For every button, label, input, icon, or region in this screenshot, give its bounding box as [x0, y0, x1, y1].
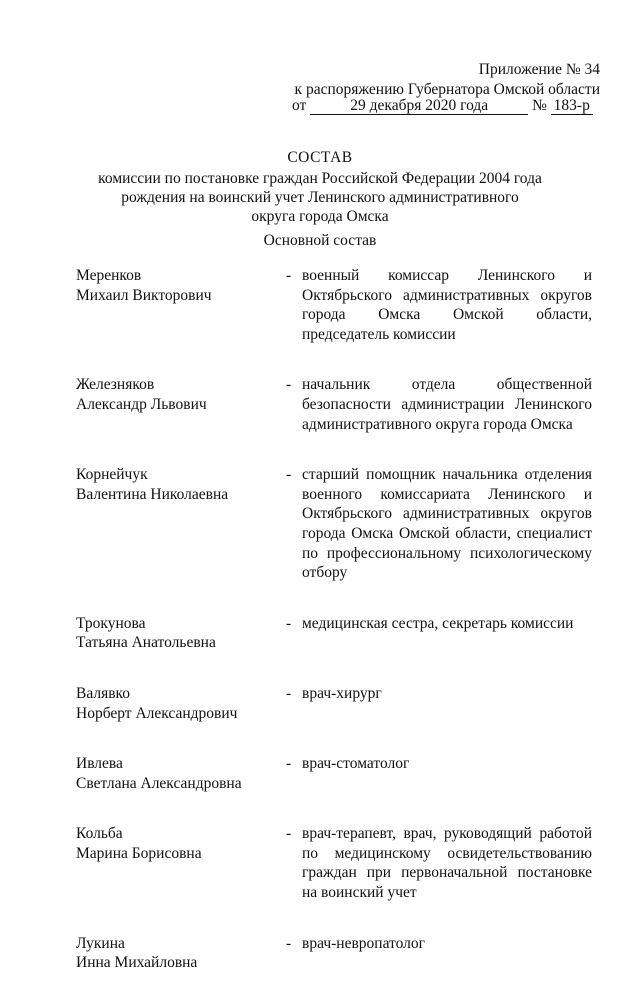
member-dash: -	[286, 614, 292, 632]
member-row	[76, 684, 600, 723]
member-row	[76, 465, 600, 583]
member-given-names: Александр Львович	[76, 395, 207, 413]
member-surname: Трокунова	[76, 614, 146, 632]
member-row	[76, 614, 600, 653]
member-dash: -	[286, 376, 292, 394]
member-row	[76, 266, 600, 344]
member-row	[76, 824, 600, 902]
order-number: 183-р	[551, 97, 593, 115]
member-given-names: Михаил Викторович	[76, 286, 212, 304]
member-dash: -	[286, 466, 292, 484]
member-name	[76, 824, 286, 902]
section-title: Основной состав	[263, 232, 377, 249]
member-name	[76, 266, 286, 344]
date-prefix: от	[292, 97, 307, 114]
member-position: врач-стоматолог	[302, 755, 410, 773]
member-name	[76, 465, 286, 583]
member-row	[76, 375, 600, 434]
member-position: врач-невропатолог	[302, 934, 426, 952]
appendix-number: Приложение № 34	[478, 61, 600, 78]
member-given-names: Инна Михайловна	[76, 954, 198, 972]
member-surname: Ивлева	[76, 755, 123, 773]
member-position: начальник отдела общественной безопасности администрации Ленинского административного округа города Омска	[302, 376, 592, 433]
number-prefix: №	[532, 97, 547, 114]
document-title: СОСТАВ	[287, 149, 353, 166]
members-list	[76, 266, 600, 1004]
member-row	[76, 754, 600, 793]
member-name	[76, 934, 286, 973]
member-surname: Кольба	[76, 825, 123, 843]
member-given-names: Валентина Николаевна	[76, 485, 229, 503]
member-position: медицинская сестра, секретарь комиссии	[302, 614, 574, 632]
member-surname: Железняков	[76, 376, 155, 394]
member-name	[76, 684, 286, 723]
member-given-names: Светлана Александровна	[76, 774, 242, 792]
member-position: врач-хирург	[302, 684, 382, 702]
member-surname: Корнейчук	[76, 466, 148, 484]
member-surname: Меренков	[76, 267, 142, 284]
member-dash: -	[286, 684, 292, 702]
member-given-names: Марина Борисовна	[76, 844, 202, 862]
title-line-3: округа города Омска	[251, 208, 389, 225]
member-surname: Лукина	[76, 934, 125, 952]
member-given-names: Татьяна Анатольевна	[76, 634, 216, 652]
member-dash: -	[286, 934, 292, 952]
member-given-names: Норберт Александрович	[76, 704, 238, 722]
appendix-header	[295, 60, 600, 100]
member-position: врач-терапевт, врач, руководящий работой по медицинскому освидетельствованию граждан при первоначальной постановке на воинский учет	[302, 825, 592, 902]
member-position: военный комиссар Ленинского и Октябрьского административных округов города Омска Омской области, председатель комиссии	[302, 267, 592, 343]
title-line-1: комиссии по постановке граждан Российской Федерации 2004 года	[98, 170, 542, 187]
member-name	[76, 375, 286, 434]
member-dash: -	[286, 755, 292, 773]
order-date: 29 декабря 2020 года	[310, 97, 528, 115]
member-name	[76, 754, 286, 793]
document-title-block	[0, 148, 640, 226]
order-date-line	[292, 96, 593, 116]
member-surname: Валявко	[76, 684, 131, 702]
title-line-2: рождения на воинский учет Ленинского административного	[121, 189, 519, 206]
member-dash: -	[286, 825, 292, 843]
member-dash: -	[286, 267, 292, 284]
member-name	[76, 614, 286, 653]
member-row	[76, 934, 600, 973]
member-position: старший помощник начальника отделения военного комиссариата Ленинского и Октябрьского административных округов города Омска Омской области, специалист по профессиональному психологическому отбору	[302, 466, 592, 582]
appendix-order-reference: к распоряжению Губернатора Омской области	[294, 81, 600, 98]
